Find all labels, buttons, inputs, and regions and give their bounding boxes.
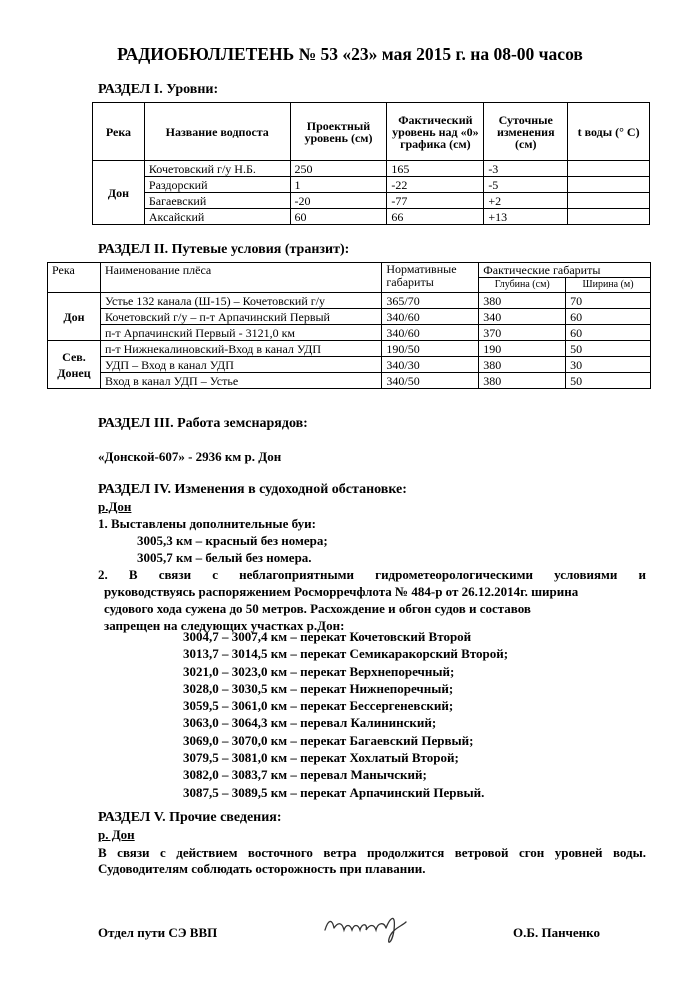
design-cell: -20 bbox=[290, 193, 387, 209]
table-row bbox=[48, 293, 651, 309]
buoy-line: 3005,7 км – белый без номера. bbox=[137, 550, 312, 565]
list-item: 3013,7 – 3014,5 км – перекат Семикаракорский Второй; bbox=[183, 646, 509, 662]
river-cell: Дон bbox=[93, 161, 145, 225]
list-item: 3079,5 – 3081,0 км – перекат Хохлатый Второй; bbox=[183, 750, 459, 766]
table-row bbox=[48, 325, 651, 341]
item2-line: запрещен на следующих участках р.Дон: bbox=[104, 618, 345, 633]
width-cell: 70 bbox=[566, 293, 651, 309]
section4-river: р.Дон bbox=[98, 499, 132, 514]
item2-line: руководствуясь распоряжением Росморречфлота № 484-р от 26.12.2014г. ширина bbox=[104, 584, 579, 599]
table-row bbox=[93, 209, 650, 225]
list-item: 3028,0 – 3030,5 км – перекат Нижнепоречный; bbox=[183, 680, 454, 696]
item2-line: 2. В связи с неблагоприятными гидрометеорологическими условиями и bbox=[98, 567, 646, 582]
col-header-normative: Нормативные габариты bbox=[382, 263, 479, 293]
levels-header-row bbox=[93, 103, 650, 161]
stretch-cell: Вход в канал УДП – Устье bbox=[100, 373, 381, 389]
depth-cell: 380 bbox=[479, 357, 566, 373]
stretch-cell: п-т Арпачинский Первый - 3121,0 км bbox=[100, 325, 381, 341]
col-header-daily-change: Суточные изменения (см) bbox=[484, 103, 568, 161]
actual-cell: 165 bbox=[387, 161, 484, 177]
stretch-cell: Устье 132 канала (Ш-15) – Кочетовский г/у bbox=[100, 293, 381, 309]
table-row bbox=[48, 309, 651, 325]
river-cell: Дон bbox=[48, 293, 101, 341]
table-row bbox=[48, 373, 651, 389]
width-cell: 30 bbox=[566, 357, 651, 373]
post-cell: Аксайский bbox=[144, 209, 290, 225]
design-cell: 250 bbox=[290, 161, 387, 177]
depth-cell: 340 bbox=[479, 309, 566, 325]
list-item: 3087,5 – 3089,5 км – перекат Арпачинский Первый. bbox=[183, 784, 485, 800]
list-item: 3059,5 – 3061,0 км – перекат Бессергеневский; bbox=[183, 698, 454, 714]
change-cell: -5 bbox=[484, 177, 568, 193]
post-cell: Раздорский bbox=[144, 177, 290, 193]
depth-cell: 380 bbox=[479, 373, 566, 389]
section5-line: В связи с действием восточного ветра продолжится ветровой сгон уровней воды. bbox=[98, 845, 646, 860]
temp-cell bbox=[568, 193, 650, 209]
temp-cell bbox=[568, 177, 650, 193]
list-item: 3082,0 – 3083,7 км – перевал Манычский; bbox=[183, 767, 427, 783]
actual-cell: -22 bbox=[387, 177, 484, 193]
design-cell: 60 bbox=[290, 209, 387, 225]
levels-table bbox=[92, 102, 650, 225]
table-row bbox=[93, 193, 650, 209]
width-cell: 50 bbox=[566, 373, 651, 389]
table-row bbox=[93, 161, 650, 177]
route-header-row bbox=[48, 263, 651, 278]
depth-cell: 190 bbox=[479, 341, 566, 357]
temp-cell bbox=[568, 161, 650, 177]
col-header-post: Название водпоста bbox=[144, 103, 290, 161]
post-cell: Багаевский bbox=[144, 193, 290, 209]
section5-heading: РАЗДЕЛ V. Прочие сведения: bbox=[98, 810, 282, 825]
signer-name: О.Б. Панченко bbox=[513, 925, 600, 940]
table-row bbox=[48, 357, 651, 373]
section3-heading: РАЗДЕЛ III. Работа земснарядов: bbox=[98, 416, 308, 431]
change-cell: -3 bbox=[484, 161, 568, 177]
normative-cell: 340/60 bbox=[382, 309, 479, 325]
bulletin-title: РАДИОБЮЛЛЕТЕНЬ № 53 «23» мая 2015 г. на 08-00 часов bbox=[117, 44, 583, 64]
post-cell: Кочетовский г/у Н.Б. bbox=[144, 161, 290, 177]
normative-cell: 340/60 bbox=[382, 325, 479, 341]
section5-line: Судоводителям соблюдать осторожность при плавании. bbox=[98, 861, 426, 876]
col-header-water-temp: t воды (° С) bbox=[568, 103, 650, 161]
design-cell: 1 bbox=[290, 177, 387, 193]
temp-cell bbox=[568, 209, 650, 225]
stretch-cell: Кочетовский г/у – п-т Арпачинский Первый bbox=[100, 309, 381, 325]
stretch-cell: п-т Нижнекалиновский-Вход в канал УДП bbox=[100, 341, 381, 357]
buoys-item: 1. Выставлены дополнительные буи: bbox=[98, 516, 316, 531]
table-row bbox=[48, 341, 651, 357]
width-cell: 50 bbox=[566, 341, 651, 357]
normative-cell: 340/30 bbox=[382, 357, 479, 373]
stretch-cell: УДП – Вход в канал УДП bbox=[100, 357, 381, 373]
buoy-line: 3005,3 км – красный без номера; bbox=[137, 533, 328, 548]
width-cell: 60 bbox=[566, 309, 651, 325]
normative-cell: 190/50 bbox=[382, 341, 479, 357]
section5-river: р. Дон bbox=[98, 827, 135, 842]
width-cell: 60 bbox=[566, 325, 651, 341]
depth-cell: 380 bbox=[479, 293, 566, 309]
col-header-width: Ширина (м) bbox=[566, 278, 651, 293]
item2-line: судового хода сужена до 50 метров. Расхождение и обгон судов и составов bbox=[104, 601, 531, 616]
list-item: 3063,0 – 3064,3 км – перевал Калининский; bbox=[183, 715, 437, 731]
actual-cell: -77 bbox=[387, 193, 484, 209]
table-row bbox=[93, 177, 650, 193]
dredger-info: «Донской-607» - 2936 км р. Дон bbox=[98, 449, 282, 464]
change-cell: +13 bbox=[484, 209, 568, 225]
department-label: Отдел пути СЭ ВВП bbox=[98, 925, 218, 940]
restricted-stretches-list bbox=[183, 628, 508, 801]
actual-cell: 66 bbox=[387, 209, 484, 225]
normative-cell: 340/50 bbox=[382, 373, 479, 389]
signature-image bbox=[320, 900, 410, 950]
col-header-design-level: Проектный уровень (см) bbox=[290, 103, 387, 161]
col-header-stretch: Наименование плёса bbox=[100, 263, 381, 293]
section4-heading: РАЗДЕЛ IV. Изменения в судоходной обстановке: bbox=[98, 482, 407, 497]
section1-heading: РАЗДЕЛ I. Уровни: bbox=[98, 82, 219, 97]
river-cell: Сев. Донец bbox=[48, 341, 101, 389]
col-header-depth: Глубина (см) bbox=[479, 278, 566, 293]
normative-cell: 365/70 bbox=[382, 293, 479, 309]
col-header-actual: Фактические габариты bbox=[479, 263, 651, 278]
list-item: 3004,7 – 3007,4 км – перекат Кочетовский Второй bbox=[183, 629, 472, 644]
col-header-river: Река bbox=[48, 263, 101, 293]
list-item: 3021,0 – 3023,0 км – перекат Верхнепоречный; bbox=[183, 663, 455, 679]
list-item: 3069,0 – 3070,0 км – перекат Багаевский Первый; bbox=[183, 732, 474, 748]
depth-cell: 370 bbox=[479, 325, 566, 341]
route-conditions-table bbox=[47, 262, 651, 389]
section2-heading: РАЗДЕЛ II. Путевые условия (транзит): bbox=[98, 242, 350, 257]
col-header-river: Река bbox=[93, 103, 145, 161]
col-header-actual-level: Фактический уровень над «0» графика (см) bbox=[387, 103, 484, 161]
change-cell: +2 bbox=[484, 193, 568, 209]
